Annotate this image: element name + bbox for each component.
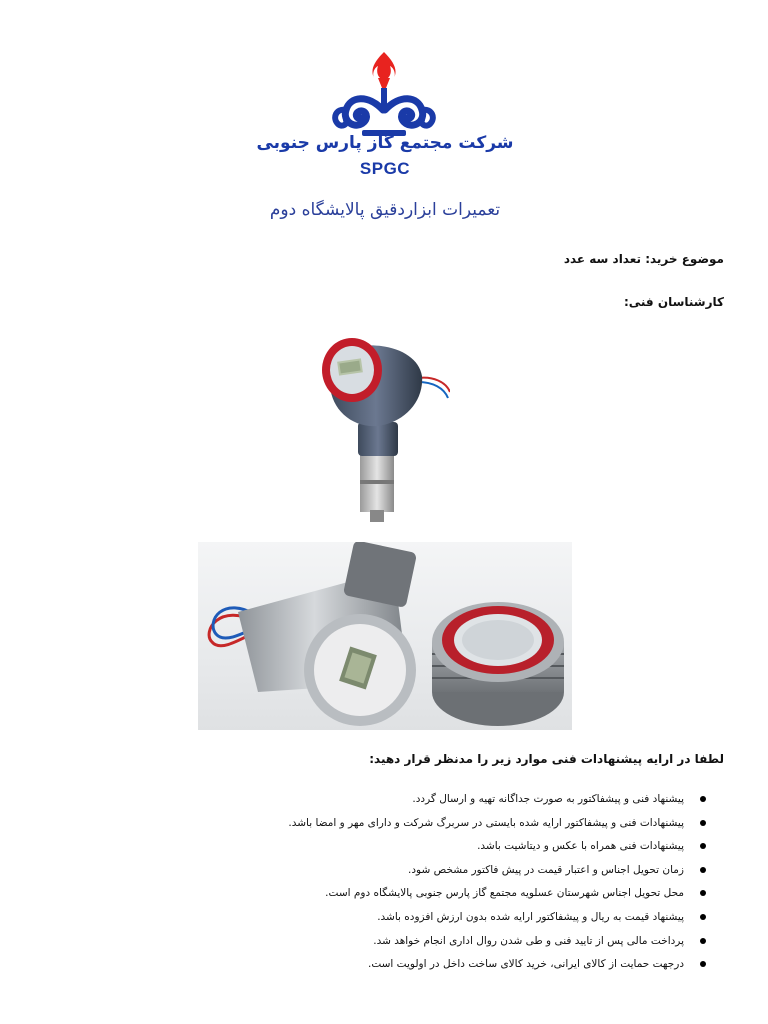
bullet-icon <box>700 796 706 802</box>
flame-icon <box>372 52 395 78</box>
list-item <box>146 814 706 838</box>
list-item-text: پیشنهادات فنی و پیشفاکتور ارایه شده بایستی در سربرگ شرکت و دارای مهر و امضا باشد. <box>288 816 684 829</box>
instructions-heading: لطفا در ارایه پیشنهادات فنی موارد زیر را مدنظر قرار دهید: <box>369 752 724 766</box>
bullet-icon <box>700 914 706 920</box>
list-item <box>146 955 706 979</box>
list-item-text: پیشنهاد فنی و پیشفاکتور به صورت جداگانه تهیه و ارسال گردد. <box>412 793 684 805</box>
bullet-icon <box>700 890 706 896</box>
sensor-housing-photo <box>198 542 572 730</box>
list-item <box>146 908 706 932</box>
company-name: شرکت مجتمع گاز پارس جنوبی <box>256 133 514 153</box>
list-item-text: پیشنهادات فنی همراه با عکس و دیتاشیت باشد. <box>477 840 684 853</box>
vibration-sensor-photo <box>318 330 450 524</box>
department-title: تعمیرات ابزاردقیق پالایشگاه دوم <box>269 200 501 220</box>
list-item-text: پیشنهاد قیمت به ریال و پیشفاکتور ارایه شده بدون ارزش افزوده باشد. <box>377 910 684 923</box>
purchase-subject: موضوع خرید: تعداد سه عدد <box>563 252 724 266</box>
technical-experts-label: کارشناسان فنی: <box>623 295 724 309</box>
list-item-text: درجهت حمایت از کالای ایرانی، خرید کالای ساخت داخل در اولویت است. <box>367 958 684 971</box>
bullet-icon <box>700 938 706 944</box>
bullet-icon <box>700 961 706 967</box>
list-item <box>146 790 706 814</box>
instructions-list <box>146 790 706 979</box>
bullet-icon <box>700 867 706 873</box>
bullet-icon <box>700 843 706 849</box>
list-item <box>146 861 706 885</box>
bullet-icon <box>700 820 706 826</box>
company-abbreviation: SPGC <box>359 159 411 178</box>
list-item <box>146 837 706 861</box>
list-item-text: محل تحویل اجناس شهرستان عسلویه مجتمع گاز پارس جنوبی پالایشگاه دوم است. <box>325 887 684 900</box>
spgc-logo <box>328 48 440 140</box>
list-item-text: پرداخت مالی پس از تایید فنی و طی شدن روال اداری انجام خواهد شد. <box>373 934 684 947</box>
list-item <box>146 884 706 908</box>
list-item <box>146 932 706 956</box>
list-item-text: زمان تحویل اجناس و اعتبار قیمت در پیش فاکتور مشخص شود. <box>408 863 684 876</box>
